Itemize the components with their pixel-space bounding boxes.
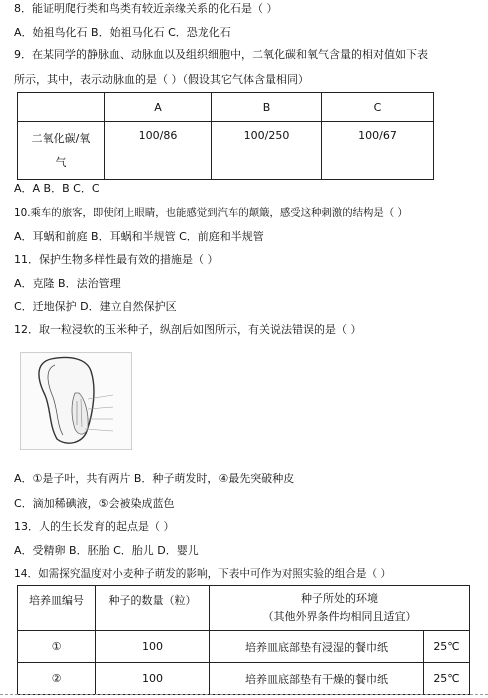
q14-row1-temp: 25℃ [424, 631, 470, 663]
q9-table-header-c: C [322, 93, 434, 122]
q14-row1-env: 培养皿底部垫有浸湿的餐巾纸 [210, 631, 424, 663]
page-bottom-divider [0, 694, 488, 695]
q9-table-header-a: A [105, 93, 212, 122]
q14-table-header-row [18, 586, 470, 631]
q13-options: A．受精卵 B．胚胎 C．胎儿 D．婴儿 [14, 544, 199, 557]
q8-stem: 8．能证明爬行类和鸟类有较近亲缘关系的化石是（ ） [14, 2, 278, 15]
q14-row2-id: ② [18, 663, 96, 695]
q9-stem-line2: 所示，其中，表示动脉血的是（ ）（假设其它气体含量相同） [14, 73, 309, 86]
q9-options: A．A B．B C．C [14, 182, 100, 195]
q9-table-header-b: B [212, 93, 322, 122]
q14-header-count: 种子的数量（粒） [96, 586, 210, 631]
q12-stem: 12．取一粒浸软的玉米种子，纵剖后如图所示，有关说法错误的是（ ） [14, 323, 362, 336]
q9-table-header-row [18, 93, 434, 122]
q14-row1-count: 100 [96, 631, 210, 663]
q9-row-label-line1: 二氧化碳/氧 [31, 131, 91, 145]
q14-row2-temp: 25℃ [424, 663, 470, 695]
q10-stem: 10.乘车的旅客，即使闭上眼睛，也能感觉到汽车的颠簸，感受这种刺激的结构是（ ） [14, 207, 408, 219]
q9-table-row-label [18, 122, 105, 180]
q14-row2-env: 培养皿底部垫有干燥的餐巾纸 [210, 663, 424, 695]
q9-row-label-line2: 气 [55, 155, 67, 169]
q9-table-data-row [18, 122, 434, 180]
q14-row1-id: ① [18, 631, 96, 663]
q9-value-b: 100/250 [212, 122, 322, 180]
q14-header-dish: 培养皿编号 [18, 586, 96, 631]
q14-header-env [210, 586, 470, 631]
q9-stem-line1: 9．在某同学的静脉血、动脉血以及组织细胞中，二氧化碳和氧气含量的相对值如下表 [14, 48, 428, 61]
q12-options-line2: C．滴加稀碘液，⑤会被染成蓝色 [14, 497, 175, 510]
q13-stem: 13．人的生长发育的起点是（ ） [14, 520, 175, 533]
q8-options: A．始祖鸟化石 B．始祖马化石 C．恐龙化石 [14, 26, 231, 39]
q9-value-a: 100/86 [105, 122, 212, 180]
q14-table [17, 585, 470, 695]
q14-table-row [18, 631, 470, 663]
q14-table-row [18, 663, 470, 695]
q11-options-line2: C．迁地保护 D．建立自然保护区 [14, 300, 177, 313]
q14-row2-count: 100 [96, 663, 210, 695]
q14-header-env-line1: 种子所处的环境 [301, 592, 378, 605]
q11-options-line1: A．克隆 B．法治管理 [14, 277, 121, 290]
q12-options-line1: A．①是子叶，共有两片 B．种子萌发时，④最先突破种皮 [14, 472, 295, 485]
q9-table [17, 92, 434, 180]
corn-seed-illustration [21, 353, 131, 449]
q9-value-c: 100/67 [322, 122, 434, 180]
corn-seed-diagram [20, 352, 132, 450]
q11-stem: 11．保护生物多样性最有效的措施是（ ） [14, 253, 219, 266]
q14-stem: 14．如需探究温度对小麦种子萌发的影响，下表中可作为对照实验的组合是（ ） [14, 568, 392, 580]
q14-header-env-line2: （其他外界条件均相同且适宜） [262, 610, 417, 623]
q9-table-corner [18, 93, 105, 122]
q10-options: A．耳蜗和前庭 B．耳蜗和半规管 C．前庭和半规管 [14, 230, 264, 243]
